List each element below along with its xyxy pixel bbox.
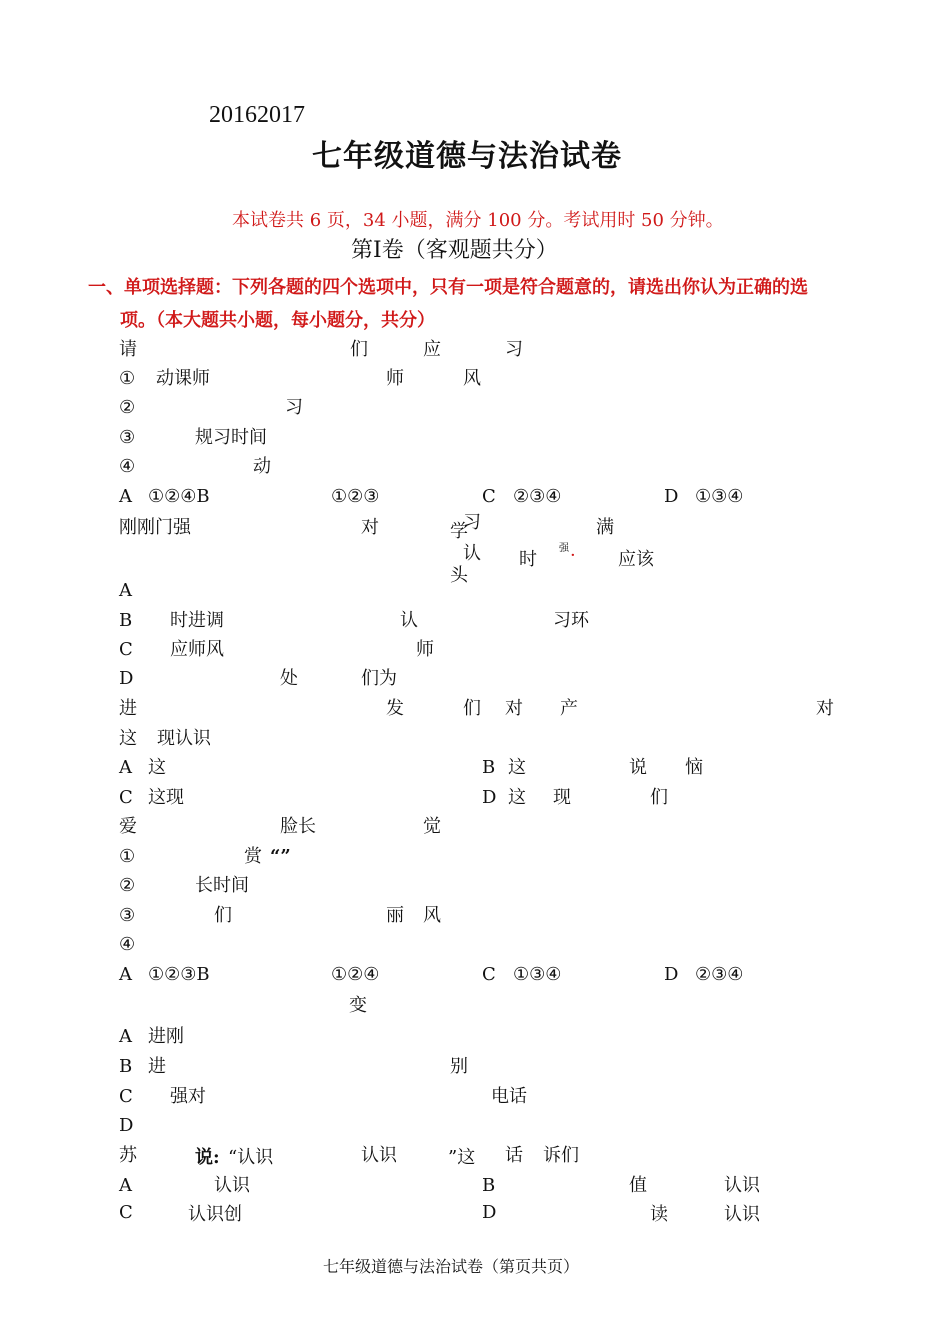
q6-choice-text: 值 — [629, 1175, 647, 1196]
q1-option-text: 师 — [386, 368, 404, 389]
q1-option-text: 动 — [253, 456, 271, 477]
q2-choice-text: 应师风 — [170, 639, 224, 660]
q3-choice-text: 这 — [508, 757, 526, 778]
q4-choice-letter: A — [119, 964, 132, 985]
q2-choice-text: 师 — [416, 639, 434, 660]
q1-choice-text: ②③④ — [513, 486, 562, 507]
q6-stem-text: “认识 — [228, 1147, 274, 1168]
q2-stem-text: 认 — [463, 543, 481, 564]
q5-choice-text: 进 — [148, 1056, 166, 1077]
q5-choice-letter: B — [119, 1056, 133, 1077]
q3-choice-text: 们 — [650, 787, 668, 808]
page-footer: 七年级道德与法治试卷（第页共页） — [323, 1257, 580, 1276]
q3-choice-letter: D — [482, 787, 497, 808]
q1-stem-text: 习 — [505, 339, 523, 360]
exam-year: 20162017 — [209, 102, 305, 128]
q6-choice-letter: A — [119, 1175, 132, 1196]
q6-choice-letter: B — [482, 1175, 496, 1196]
q6-choice-text: 认识 — [724, 1175, 760, 1196]
q5-choice-text: 强对 — [170, 1086, 206, 1107]
q2-clipped-text: 学 — [450, 521, 468, 542]
q3-choice-letter: B — [482, 757, 496, 778]
q4-stem-text: 脸长 — [280, 816, 316, 837]
q3-choice-text: 说 — [629, 757, 647, 778]
q3-stem-text: 们 — [463, 698, 481, 719]
q6-stem-text: 苏 — [119, 1145, 137, 1166]
q1-option-text: 习 — [285, 397, 303, 418]
q6-stem-text: 话 — [505, 1145, 523, 1166]
q3-choice-text: 恼 — [685, 757, 703, 778]
q6-choice-letter: D — [482, 1202, 497, 1223]
q3-stem-text: 产 — [560, 698, 578, 719]
q4-choice-text: ①②④ — [331, 964, 380, 985]
q5-choice-text: 进刚 — [148, 1026, 184, 1047]
q1-stem-text: 应 — [423, 339, 441, 360]
q2-stem-text: 满 — [596, 517, 614, 538]
q4-option-marker: ③ — [119, 905, 136, 926]
q6-choice-text: 读 — [650, 1204, 668, 1225]
q1-option-text: 动课师 — [156, 368, 210, 389]
q4-option-text: “” — [270, 846, 291, 867]
q6-choice-text: 认识 — [724, 1204, 760, 1225]
q2-choice-text: 时进调 — [170, 610, 224, 631]
q1-stem-text: 们 — [350, 339, 368, 360]
q4-option-text: 赏 — [244, 846, 262, 867]
q3-stem-text: 现认识 — [157, 728, 211, 749]
q5-stem-text: 变 — [349, 995, 367, 1016]
q4-option-text: 丽 — [386, 905, 404, 926]
exam-title: 七年级道德与法治试卷 — [312, 139, 622, 174]
q3-choice-letter: A — [119, 757, 132, 778]
q4-option-text: 长时间 — [195, 875, 249, 896]
q4-option-marker: ② — [119, 875, 136, 896]
q1-choice-text: ①③④ — [695, 486, 744, 507]
q2-choice-letter: C — [119, 639, 133, 660]
q3-choice-text: 这现 — [148, 787, 184, 808]
q2-clipped-glyph — [450, 521, 490, 542]
q1-choice-text: ①②④B — [148, 486, 210, 507]
exam-info: 本试卷共 6 页，34 小题，满分 100 分。考试用时 50 分钟。 — [232, 210, 724, 231]
q2-clipped-text: 头 — [450, 565, 468, 586]
q2-choice-text: 习环 — [553, 610, 589, 631]
instruction-line-2: 项。（本大题共小题，每小题分，共分） — [120, 310, 435, 331]
q4-option-text: 风 — [423, 905, 441, 926]
q3-stem-text: 这 — [119, 728, 137, 749]
q2-stem-text: 时 — [519, 549, 537, 570]
q2-choice-text: 们为 — [361, 668, 397, 689]
q4-choice-text: ②③④ — [695, 964, 744, 985]
q2-choice-text: 处 — [280, 668, 298, 689]
q6-stem-text: 认识 — [361, 1145, 397, 1166]
instruction-line-1: 一、单项选择题：下列各题的四个选项中，只有一项是符合题意的，请选出你认为正确的选 — [88, 277, 808, 298]
q1-choice-letter: C — [482, 486, 496, 507]
q4-stem-text: 爱 — [119, 816, 137, 837]
q4-option-marker: ① — [119, 846, 136, 867]
q2-choice-letter: B — [119, 610, 133, 631]
q3-stem-text: 发 — [386, 698, 404, 719]
q2-stem-text: 对 — [361, 517, 379, 538]
q6-stem-text: 说: — [195, 1147, 220, 1168]
q1-option-marker: ③ — [119, 427, 136, 448]
q3-stem-text: 对 — [505, 698, 523, 719]
q1-option-marker: ① — [119, 368, 136, 389]
q3-choice-letter: C — [119, 787, 133, 808]
q3-stem-text: 对 — [816, 698, 834, 719]
q2-stem-text: 应该 — [618, 549, 654, 570]
q4-choice-letter: D — [664, 964, 679, 985]
q4-option-text: 们 — [214, 905, 232, 926]
q3-choice-text: 这 — [148, 757, 166, 778]
q3-choice-text: 现 — [553, 787, 571, 808]
q4-choice-text: ①③④ — [513, 964, 562, 985]
q5-choice-text: 别 — [450, 1056, 468, 1077]
q1-option-text: 规习时间 — [195, 427, 267, 448]
q6-choice-letter: C — [119, 1202, 133, 1223]
q2-emphasis-dot: · — [570, 545, 576, 566]
q5-choice-text: 电话 — [491, 1086, 527, 1107]
q1-option-marker: ④ — [119, 456, 136, 477]
q4-option-marker: ④ — [119, 934, 136, 955]
q3-choice-text: 这 — [508, 787, 526, 808]
q4-choice-letter: C — [482, 964, 496, 985]
q5-choice-letter: D — [119, 1115, 134, 1136]
q4-stem-text: 觉 — [423, 816, 441, 837]
q1-choice-letter: D — [664, 486, 679, 507]
q4-choice-text: ①②③B — [148, 964, 210, 985]
q1-choice-text: ①②③ — [331, 486, 380, 507]
section-heading: 第Ⅰ卷（客观题共分） — [351, 238, 558, 263]
q2-choice-letter: D — [119, 668, 134, 689]
q1-option-marker: ② — [119, 397, 136, 418]
q2-choice-letter: A — [119, 580, 132, 601]
q6-stem-text: 诉们 — [543, 1145, 579, 1166]
q2-stem-text: 习 — [463, 512, 481, 533]
q2-clipped-glyph — [450, 565, 490, 586]
q6-choice-text: 认识创 — [188, 1204, 242, 1225]
q6-choice-text: 认识 — [214, 1175, 250, 1196]
q3-stem-text: 进 — [119, 698, 137, 719]
q6-stem-text: ”这 — [448, 1147, 476, 1168]
q5-choice-letter: C — [119, 1086, 133, 1107]
q5-choice-letter: A — [119, 1026, 132, 1047]
q2-emphasis-small: 强 — [559, 543, 569, 554]
q2-choice-text: 认 — [400, 610, 418, 631]
q1-option-text: 风 — [463, 368, 481, 389]
q2-stem-text: 刚刚门强 — [119, 517, 191, 538]
q1-stem-text: 请 — [119, 339, 137, 360]
q1-choice-letter: A — [119, 486, 132, 507]
